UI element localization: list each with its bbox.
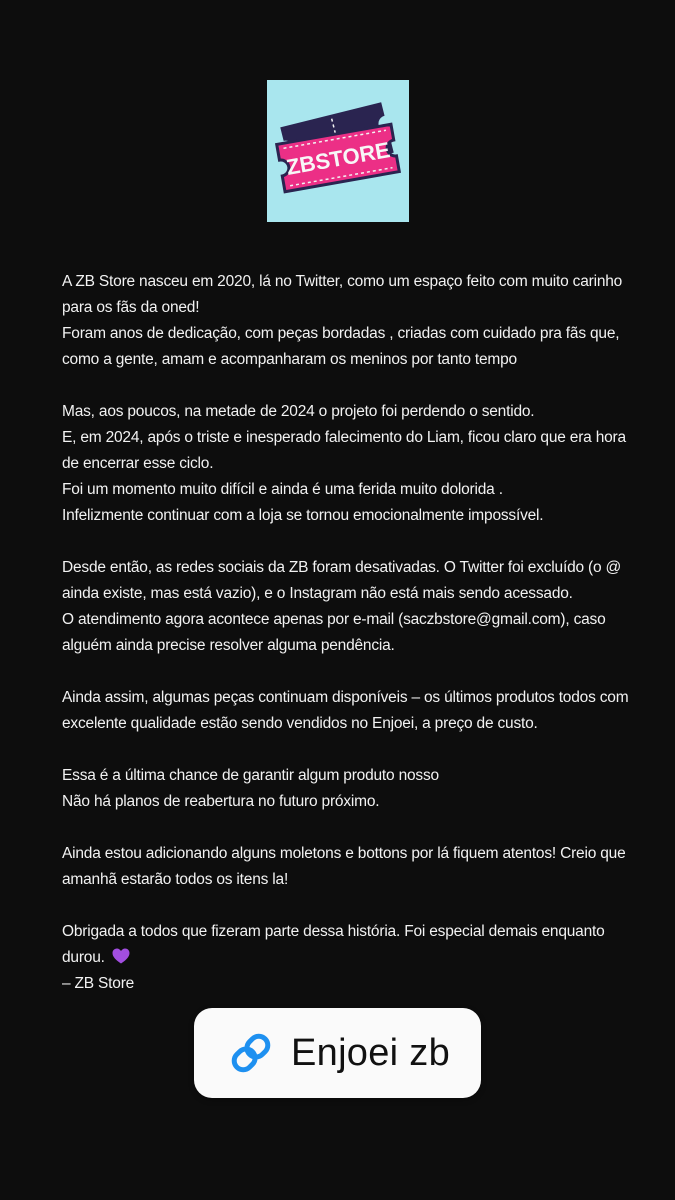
logo-text: ZBSTORE [284, 137, 392, 180]
purple-heart-icon [112, 948, 130, 964]
text-line: excelente qualidade estão sendo vendidos no Enjoei, a preço de custo. [62, 715, 538, 732]
text-line: Infelizmente continuar com a loja se tornou emocionalmente impossível. [62, 507, 544, 524]
text-line: Foram anos de dedicação, com peças bordadas , criadas com cuidado pra fãs que, [62, 325, 620, 342]
text-line: Desde então, as redes sociais da ZB foram desativadas. O Twitter foi excluído (o @ [62, 559, 622, 576]
text-line: Não há planos de reabertura no futuro próximo. [62, 793, 380, 810]
paragraph-remaining-products [62, 685, 632, 737]
paragraph-thanks [62, 919, 632, 997]
text-line: Ainda estou adicionando alguns moletons e bottons por lá fiquem atentos! Creio que [62, 845, 626, 862]
text-line: ainda existe, mas está vazio), e o Instagram não está mais sendo acessado. [62, 585, 573, 602]
text-line: Foi um momento muito difícil e ainda é uma ferida muito dolorida . [62, 481, 503, 498]
text-line-with-heart [62, 945, 632, 971]
zbstore-logo [267, 80, 409, 222]
signature-line: – ZB Store [62, 975, 135, 992]
text-line: para os fãs da oned! [62, 299, 200, 316]
text-line: amanhã estarão todos os itens la! [62, 871, 289, 888]
ticket-logo-graphic [267, 80, 409, 222]
link-sticker-button[interactable] [194, 1008, 481, 1098]
text-line: durou. [62, 949, 105, 966]
paragraph-closing-reason [62, 399, 632, 529]
text-line: como a gente, amam e acompanharam os meninos por tanto tempo [62, 351, 517, 368]
paragraph-origin [62, 269, 632, 373]
text-line: A ZB Store nasceu em 2020, lá no Twitter, como um espaço feito com muito carinho [62, 273, 623, 290]
text-line: Mas, aos poucos, na metade de 2024 o projeto foi perdendo o sentido. [62, 403, 535, 420]
text-line: de encerrar esse ciclo. [62, 455, 214, 472]
paragraph-last-chance [62, 763, 632, 815]
text-line: Obrigada a todos que fizeram parte dessa história. Foi especial demais enquanto [62, 923, 605, 940]
paragraph-adding-items [62, 841, 632, 893]
text-line: Ainda assim, algumas peças continuam disponíveis – os últimos produtos todos com [62, 689, 629, 706]
paragraph-social-status [62, 555, 632, 659]
link-icon [225, 1027, 277, 1079]
text-line: alguém ainda precise resolver alguma pendência. [62, 637, 395, 654]
story-text [62, 269, 632, 997]
text-line: E, em 2024, após o triste e inesperado falecimento do Liam, ficou claro que era hora [62, 429, 626, 446]
link-sticker-label: Enjoei zb [290, 1031, 451, 1074]
text-line: Essa é a última chance de garantir algum produto nosso [62, 767, 439, 784]
text-line: O atendimento agora acontece apenas por e-mail (saczbstore@gmail.com), caso [62, 611, 606, 628]
